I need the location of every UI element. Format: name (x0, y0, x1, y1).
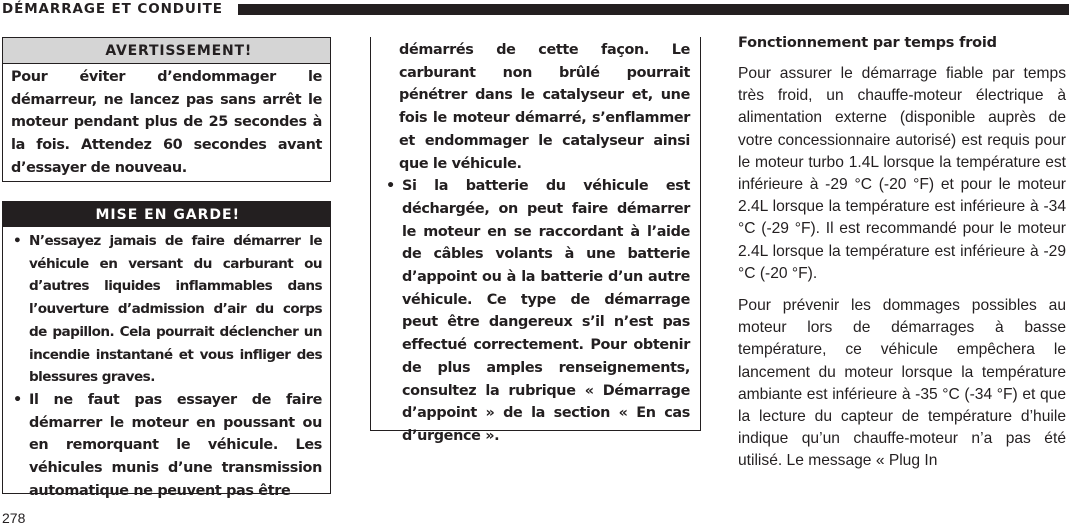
caution-bullet-text: Il ne faut pas essayer de faire démarrer le moteur en poussant ou en remorquant le véhicule. Les véhicules munis d’une transmission automatique ne peuvent pas être (29, 391, 322, 499)
right-column (738, 32, 1066, 483)
continuation-bullet (384, 175, 690, 447)
continuation-bullet-text: Si la batterie du véhicule est déchargée, on peut faire démarrer le moteur en se raccordant à l’aide de câbles volants à une batterie d’appoint ou à la batterie d’un autre véhicule. Ce type de démarrage peut être dangereux s’il n’est pas effectué correctement. Pour obtenir de plus amples renseignements, consultez la rubrique « Démarrage d’appoint » de la section « En cas d’urgence ». (402, 178, 690, 444)
page-number: 278 (2, 510, 26, 526)
bullet-glyph: • (13, 391, 22, 408)
bullet-glyph: • (13, 233, 22, 249)
continuation-bullet-list (384, 175, 690, 447)
caution-bullet-text: N’essayez jamais de faire démarrer le véhicule en versant du carburant ou d’autres liquides inflammables dans l’ouverture d’admission d’air du corps de papillon. Cela pourrait déclencher un incendie instantané et vous infliger des blessures graves. (29, 233, 322, 386)
warning-text: Pour éviter d’endommager le démarreur, ne lancez pas sans arrêt le moteur pendant plus de 25 secondes à la fois. Attendez 60 secondes avant d’essayer de nouveau. (11, 69, 322, 176)
caution-bullet-list (11, 230, 322, 502)
caution-title: MISE EN GARDE! (3, 202, 330, 227)
caution-bullet (11, 230, 322, 389)
caution-bullet (11, 389, 322, 503)
caution-box (2, 201, 331, 499)
body-paragraph: Pour assurer le démarrage fiable par temps très froid, un chauffe-moteur électrique à alimentation externe (disponible auprès de votre concessionnaire autorisé) est requis pour le moteur turbo 1.4L lorsque la température est inférieure à -29 °C (-20 °F) et pour le moteur 2.4L lorsque la température est inférieure à -34 °C (-29 °F). Il est recommandé pour le moteur 2.4L lorsque la température est inférieure à -29 °C (-20 °F). (738, 65, 1066, 282)
continuation-text: démarrés de cette façon. Le carburant non brûlé pourrait pénétrer dans le catalyseur et, une fois le moteur démarré, s’enflammer et endommager le catalyseur ainsi que le véhicule. (399, 42, 690, 172)
section-heading: Fonctionnement par temps froid (738, 35, 997, 51)
running-header (0, 0, 1069, 20)
caution-continuation-box (370, 37, 701, 444)
section-title: DÉMARRAGE ET CONDUITE (2, 1, 229, 17)
header-rule (238, 4, 1069, 15)
bullet-glyph: • (386, 178, 395, 195)
warning-title: AVERTISSEMENT! (3, 38, 330, 64)
body-paragraph: Pour prévenir les dommages possibles au moteur lors de démarrages à basse température, ce véhicule empêchera le lancement du moteur lorsque la température ambiante est inférieure à -35 °C (-34 °F) et que la lecture du capteur de température d’huile indique qu’un chauffe-moteur n’a pas été utilisé. Le message « Plug In (738, 297, 1066, 470)
warning-box (2, 37, 331, 182)
